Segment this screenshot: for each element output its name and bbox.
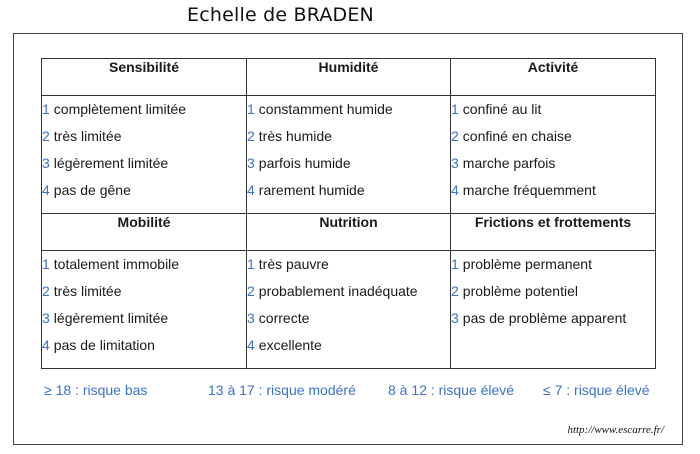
item-number: 2 [451, 283, 459, 299]
item-label: constamment humide [258, 101, 393, 117]
item-number: 4 [42, 182, 50, 198]
item-label: complètement limitée [53, 101, 187, 117]
section-cell-humidite [247, 96, 451, 214]
item-label: pas de gêne [53, 182, 131, 198]
list-item [247, 332, 450, 359]
braden-table [41, 58, 656, 369]
list-item [42, 251, 246, 278]
section-cell-mobilite [42, 251, 247, 369]
section-cell-frictions [451, 251, 656, 369]
item-number: 2 [42, 283, 50, 299]
header-row [42, 59, 656, 96]
item-label: pas de problème apparent [462, 310, 627, 326]
list-item [42, 332, 246, 359]
list-item [451, 278, 655, 305]
item-label: problème potentiel [462, 283, 578, 299]
section-cell-activite [451, 96, 656, 214]
items-row [42, 96, 656, 214]
item-label: légèrement limitée [53, 155, 169, 171]
list-item [451, 251, 655, 278]
risk-level-moderate: 13 à 17 : risque modéré [208, 382, 356, 398]
section-cell-nutrition [247, 251, 451, 369]
item-number: 4 [42, 337, 50, 353]
item-number: 3 [451, 155, 459, 171]
list-item [42, 305, 246, 332]
items-row [42, 251, 656, 369]
item-number: 1 [247, 256, 255, 272]
section-header-sensibilite: Sensibilité [42, 59, 247, 96]
item-number: 3 [451, 310, 459, 326]
item-number: 3 [247, 155, 255, 171]
item-label: probablement inadéquate [258, 283, 418, 299]
header-row [42, 214, 656, 251]
item-label: totalement immobile [53, 256, 180, 272]
item-label: parfois humide [258, 155, 351, 171]
list-item [42, 123, 246, 150]
risk-level-low: ≥ 18 : risque bas [44, 382, 148, 398]
item-number: 4 [247, 182, 255, 198]
list-item [451, 150, 655, 177]
item-label: très limitée [53, 283, 122, 299]
item-number: 1 [247, 101, 255, 117]
list-item [247, 123, 450, 150]
item-label: confiné en chaise [462, 128, 572, 144]
item-label: très limitée [53, 128, 122, 144]
item-number: 1 [451, 101, 459, 117]
list-item [451, 123, 655, 150]
item-number: 3 [42, 155, 50, 171]
section-cell-sensibilite [42, 96, 247, 214]
item-label: confiné au lit [462, 101, 542, 117]
item-number: 4 [451, 182, 459, 198]
list-item [247, 251, 450, 278]
list-item [247, 96, 450, 123]
item-number: 2 [247, 128, 255, 144]
item-label: légèrement limitée [53, 310, 169, 326]
page-title: Echelle de BRADEN [187, 4, 374, 26]
item-label: très humide [258, 128, 332, 144]
item-label: très pauvre [258, 256, 329, 272]
section-header-humidite: Humidité [247, 59, 451, 96]
item-number: 3 [42, 310, 50, 326]
item-number: 1 [42, 256, 50, 272]
list-item [247, 150, 450, 177]
section-header-activite: Activité [451, 59, 656, 96]
item-number: 2 [247, 283, 255, 299]
risk-level-very-high: ≤ 7 : risque élevé [543, 382, 650, 398]
item-number: 1 [42, 101, 50, 117]
list-item [451, 305, 655, 332]
source-url: http://www.escarre.fr/ [567, 424, 664, 436]
item-number: 2 [42, 128, 50, 144]
section-header-mobilite: Mobilité [42, 214, 247, 251]
section-header-nutrition: Nutrition [247, 214, 451, 251]
item-label: pas de limitation [53, 337, 155, 353]
list-item [247, 177, 450, 204]
risk-level-high: 8 à 12 : risque élevé [388, 382, 515, 398]
list-item [247, 305, 450, 332]
section-header-frictions: Frictions et frottements [451, 214, 656, 251]
list-item [451, 177, 655, 204]
item-number: 1 [451, 256, 459, 272]
item-number: 3 [247, 310, 255, 326]
list-item [42, 150, 246, 177]
item-label: rarement humide [258, 182, 365, 198]
item-label: excellente [258, 337, 322, 353]
list-item [247, 278, 450, 305]
list-item [42, 177, 246, 204]
list-item [451, 96, 655, 123]
list-item [42, 278, 246, 305]
item-number: 2 [451, 128, 459, 144]
list-item [42, 96, 246, 123]
item-number: 4 [247, 337, 255, 353]
item-label: correcte [258, 310, 310, 326]
item-label: marche fréquemment [462, 182, 596, 198]
item-label: marche parfois [462, 155, 556, 171]
item-label: problème permanent [462, 256, 592, 272]
